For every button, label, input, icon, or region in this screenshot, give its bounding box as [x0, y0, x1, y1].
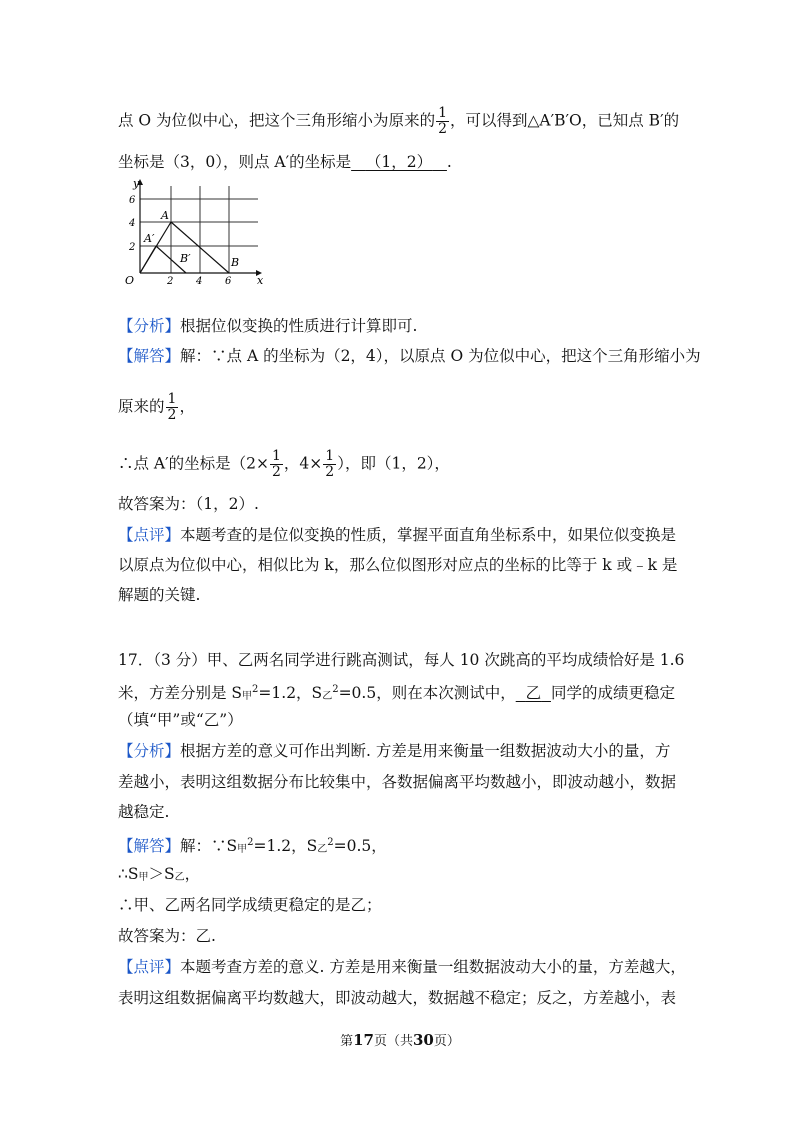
- q17-comment-line-2: [118, 987, 688, 1009]
- analysis-tag: 【分析】: [118, 317, 181, 335]
- q16-text: .: [446, 153, 452, 171]
- q16-text: ，可以得到△A′B′O，已知点 B′的: [450, 111, 680, 130]
- q17-line-2: [118, 679, 688, 708]
- q17-analysis-line-1: [118, 740, 688, 762]
- answer-text: 故答案为：乙.: [118, 927, 216, 945]
- superscript-2: 2: [252, 684, 259, 695]
- q17-solution: [118, 832, 688, 861]
- point-a-label: A: [161, 209, 169, 222]
- solution-text: ，: [184, 865, 201, 883]
- frac-den: 2: [167, 407, 177, 423]
- superscript-2: 2: [247, 837, 254, 848]
- frac-num: 1: [272, 448, 281, 464]
- question-text: 17．（3 分）甲、乙两名同学进行跳高测试，每人 10 次跳高的平均成绩恰好是 1.6: [118, 651, 685, 669]
- analysis-text: 根据位似变换的性质进行计算即可.: [180, 317, 418, 335]
- point-b1-label: B′: [180, 252, 191, 265]
- solution-tag: 【解答】: [118, 837, 181, 855]
- q16-line-1: [118, 106, 688, 137]
- x-tick-2: 2: [167, 276, 174, 287]
- page-number: 17: [353, 1031, 374, 1049]
- subscript-yi: 乙: [322, 691, 333, 702]
- q16-comment-line-3: [118, 584, 688, 606]
- triangles: [140, 222, 229, 273]
- subscript-jia: 甲: [242, 691, 253, 702]
- y-tick-6: 6: [129, 195, 136, 206]
- x-tick-4: 4: [196, 276, 203, 287]
- question-text: 同学的成绩更稳定: [550, 684, 675, 702]
- q16-text: 坐标是（3，0），则点 A′的坐标是: [118, 153, 352, 171]
- comment-text: 本题考查的是位似变换的性质，掌握平面直角坐标系中，如果位似变换是: [180, 526, 677, 544]
- question-text: =0.5，则在本次测试中，: [338, 684, 516, 702]
- q17-analysis-line-2: [118, 771, 688, 793]
- frac-num: 1: [438, 105, 447, 121]
- solution-text: ，: [179, 397, 195, 416]
- grid-lines: [140, 186, 258, 273]
- subscript-yi: 乙: [317, 844, 328, 855]
- superscript-2: 2: [327, 837, 334, 848]
- fraction-one-half: [323, 449, 336, 480]
- y-tick-2: 2: [129, 242, 136, 253]
- solution-text: ＞S: [148, 865, 175, 883]
- q16-comment-line-2: [118, 554, 688, 576]
- solution-text: ∴S: [118, 865, 139, 883]
- frac-den: 2: [438, 121, 447, 137]
- solution-text: ，4×: [283, 454, 323, 473]
- frac-num: 1: [167, 391, 177, 407]
- answer-blank: [516, 682, 551, 704]
- analysis-tag: 【分析】: [118, 742, 181, 760]
- solution-text: 原来的: [118, 397, 165, 416]
- question-text: =1.2，S: [258, 684, 323, 702]
- q17-line-3: [118, 709, 688, 731]
- answer-value: （1，2）: [365, 153, 433, 171]
- solution-text: ∴点 A′的坐标是（2×: [118, 454, 269, 473]
- answer-value: 乙: [525, 684, 542, 702]
- fraction-one-half: [166, 392, 179, 423]
- answer-blank: [351, 151, 447, 173]
- q17-line-1: [118, 649, 688, 671]
- solution-text: =1.2，S: [253, 837, 318, 855]
- page-footer: [0, 1031, 800, 1051]
- subscript-yi: 乙: [174, 872, 185, 883]
- q17-answer: [118, 925, 688, 947]
- answer-text: 故答案为：（1，2）.: [118, 495, 259, 513]
- x-tick-6: 6: [225, 276, 232, 287]
- subscript-jia: 甲: [138, 872, 149, 883]
- q16-comment-line-1: [118, 524, 688, 546]
- analysis-text: 差越小，表明这组数据分布比较集中，各数据偏离平均数越小，即波动越小，数据: [118, 773, 677, 791]
- comment-text: 表明这组数据偏离平均数越大，即波动越大，数据越不稳定；反之，方差越小，表: [118, 989, 677, 1007]
- comment-text: 解题的关键.: [118, 586, 201, 604]
- q16-analysis: [118, 315, 688, 337]
- subscript-jia: 甲: [237, 844, 248, 855]
- superscript-2: 2: [332, 684, 339, 695]
- q16-answer: [118, 493, 688, 515]
- frac-num: 1: [325, 448, 335, 464]
- analysis-text: 根据方差的意义可作出判断. 方差是用来衡量一组数据波动大小的量，方: [180, 742, 671, 760]
- solution-text: 解：∵点 A 的坐标为（2，4），以原点 O 为位似中心，把这个三角形缩小为: [180, 347, 701, 365]
- solution-text: ∴甲、乙两名同学成绩更稳定的是乙；: [118, 896, 382, 914]
- coordinate-graph: [116, 176, 266, 288]
- q17-conclusion-1: [118, 863, 688, 889]
- solution-tag: 【解答】: [118, 347, 181, 365]
- q16-line-2: [118, 151, 688, 173]
- point-b-label: B: [231, 256, 240, 269]
- solution-text: ），即（1，2），: [337, 454, 450, 473]
- q16-solution-line-2: [118, 392, 688, 423]
- footer-text: 页（共: [373, 1034, 413, 1049]
- question-text: （填“甲”或“乙”）: [118, 711, 243, 729]
- q16-solution-line-3: [118, 449, 688, 480]
- x-axis-label: x: [257, 274, 264, 287]
- fraction-one-half: [436, 106, 449, 137]
- q16-solution-line-1: [118, 345, 701, 367]
- frac-den: 2: [325, 464, 335, 480]
- point-a1-label: A′: [144, 232, 155, 245]
- analysis-text: 越稳定.: [118, 803, 170, 821]
- q17-comment-line-1: [118, 956, 688, 978]
- fraction-one-half: [270, 449, 283, 480]
- q17-conclusion-2: [118, 894, 688, 916]
- frac-den: 2: [272, 464, 281, 480]
- comment-tag: 【点评】: [118, 958, 181, 976]
- total-pages: 30: [413, 1031, 434, 1049]
- question-text: 米，方差分别是 S: [118, 684, 243, 702]
- origin-label: O: [125, 274, 135, 287]
- solution-text: =0.5，: [333, 837, 387, 855]
- q16-text: 点 O 为位似中心，把这个三角形缩小为原来的: [118, 111, 436, 130]
- q17-analysis-line-3: [118, 801, 688, 823]
- footer-text: 第: [340, 1034, 354, 1049]
- comment-tag: 【点评】: [118, 526, 181, 544]
- footer-text: 页）: [433, 1034, 460, 1049]
- comment-text: 本题考查方差的意义. 方差是用来衡量一组数据波动大小的量，方差越大，: [180, 958, 686, 976]
- y-axis-label: y: [133, 177, 140, 190]
- comment-text: 以原点为位似中心，相似比为 k，那么位似图形对应点的坐标的比等于 k 或﹣k 是: [118, 556, 678, 574]
- y-tick-4: 4: [129, 218, 136, 229]
- solution-text: 解：∵S: [180, 837, 238, 855]
